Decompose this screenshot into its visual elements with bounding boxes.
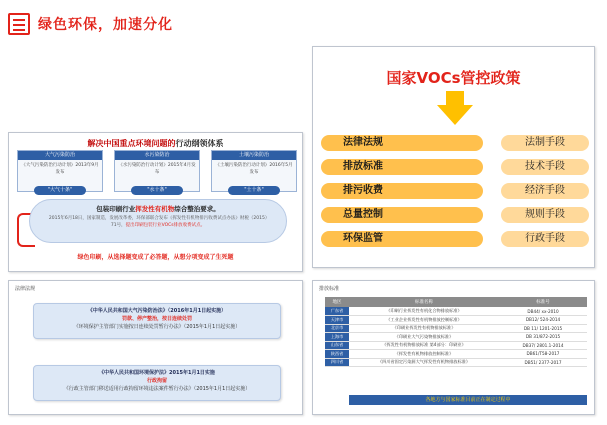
policy-row-left: 环保监管 (321, 231, 483, 247)
policy-row-right: 规则手段 (501, 207, 589, 223)
standards-heading: 排放标准 (319, 286, 340, 292)
column-header: 地区 (325, 297, 349, 307)
menu-list-icon (8, 13, 30, 35)
standard-code-cell: DB37/ 2801.1-2014 (499, 341, 587, 350)
standard-code-cell: DB 11/ 1201-2015 (499, 324, 587, 333)
card-air (17, 150, 103, 192)
standard-name-cell: 《四川省固定污染源大气挥发性有机物排放标准》 (349, 358, 499, 367)
standards-note: 各地方与国家标准目前正在制定过程中 (349, 395, 587, 405)
region-cell: 四川省 (325, 358, 349, 367)
policy-row-right: 技术手段 (501, 159, 589, 175)
policy-row-right: 行政手段 (501, 231, 589, 247)
laws-panel (8, 280, 303, 415)
card-caption: 水污染防治 (115, 151, 199, 160)
vocs-title: 国家VOCs管控政策 (386, 69, 521, 87)
standard-code-cell: DB44/ xx-2010 (499, 307, 587, 316)
down-arrow-icon (437, 91, 473, 125)
table-row (325, 324, 587, 333)
standard-code-cell: DB 31/872-2015 (499, 333, 587, 342)
law-measure: 《行政主管部门移送适用行政拘留环境违法案件暂行办法》（2015年1月1日起实施） (63, 386, 251, 392)
policy-row-left: 排放标准 (321, 159, 483, 175)
governance-footer: 绿色印刷，从选择题变成了必答题，从想分项变成了生死题 (77, 254, 234, 261)
card-body: 《土壤污染防治行动计划》2016年5月发布 (215, 163, 293, 175)
card-water (114, 150, 200, 192)
card-caption: 大气污染防治 (18, 151, 102, 160)
table-row (325, 333, 587, 342)
region-cell: 北京市 (325, 324, 349, 333)
region-cell: 天津市 (325, 316, 349, 325)
governance-panel (8, 132, 303, 272)
table-row (325, 316, 587, 325)
requirement-body: 2015年6月18日，国家制造，发展改革委，环保部联合发布《挥发性有机物排污收费试点办法》财税（2015）71号，提出印刷包装行业VOCs排放收费试点。 (48, 216, 268, 228)
table-row (325, 341, 587, 350)
card-body: 《水污染防治行动计划》2015年4月发布 (118, 163, 196, 175)
standard-name-cell: 《印刷行业挥发性有机化合物排放标准》 (349, 307, 499, 316)
card-soil (211, 150, 297, 192)
card-pill: "土十条" (228, 186, 280, 195)
card-pill: "大气十条" (34, 186, 86, 195)
policy-row-left: 法律法规 (321, 135, 483, 151)
column-header: 标准名称 (349, 297, 499, 307)
law-box (33, 365, 281, 401)
table-row (325, 350, 587, 359)
table-row (325, 358, 587, 367)
region-cell: 陕西省 (325, 350, 349, 359)
standards-panel (312, 280, 595, 415)
standard-code-cell: DB51/ 2377-2017 (499, 358, 587, 367)
standards-table (325, 297, 587, 367)
region-cell: 山东省 (325, 341, 349, 350)
law-title: 《中华人民共和国环境保护法》2015年1月1日实施 (99, 370, 215, 376)
printing-requirement-oval (29, 199, 287, 243)
law-measure: 《环境保护主管部门实施按日连续处罚暂行办法》（2015年1月1日起实施） (73, 324, 241, 330)
page-title: 绿色环保，加速分化 (38, 17, 173, 33)
column-header: 标准号 (499, 297, 587, 307)
requirement-title: 包装印刷行业挥发性有机物综合整治要求。 (96, 205, 220, 213)
standard-code-cell: DB12/ 524-2014 (499, 316, 587, 325)
standard-name-cell: 《挥发性有机物排放标准 第4部分：印刷业》 (349, 341, 499, 350)
law-penalty: 行政拘留 (146, 378, 167, 384)
law-title: 《中华人民共和国大气污染防治法》（2016年1月1日起实施） (87, 308, 227, 314)
standard-name-cell: 《印刷业挥发性有机物排放标准》 (349, 324, 499, 333)
vocs-policy-panel (312, 46, 595, 268)
standard-name-cell: 《工业企业挥发性有机物排放控制标准》 (349, 316, 499, 325)
laws-heading: 法律法规 (15, 286, 36, 292)
section-header (8, 10, 173, 38)
standard-code-cell: DB61/T58-2017 (499, 350, 587, 359)
law-penalty: 罚款、停产整治，按日连续处罚 (121, 316, 192, 322)
region-cell: 广东省 (325, 307, 349, 316)
governance-title: 解决中国重点环境问题的行动纲领体系 (87, 139, 224, 148)
card-pill: "水十条" (131, 186, 183, 195)
standard-name-cell: 《印刷业大气污染物排放标准》 (349, 333, 499, 342)
policy-row-left: 总量控制 (321, 207, 483, 223)
table-row (325, 307, 587, 316)
standard-name-cell: 《挥发性有机物排放控制标准》 (349, 350, 499, 359)
policy-row-left: 排污收费 (321, 183, 483, 199)
policy-row-right: 经济手段 (501, 183, 589, 199)
region-cell: 上海市 (325, 333, 349, 342)
table-header-row (325, 297, 587, 307)
card-body: 《大气污染防治行动计划》2013年9月发布 (21, 163, 99, 175)
law-box (33, 303, 281, 339)
card-caption: 土壤污染防治 (212, 151, 296, 160)
policy-row-right: 法制手段 (501, 135, 589, 151)
governance-cards (17, 150, 297, 192)
